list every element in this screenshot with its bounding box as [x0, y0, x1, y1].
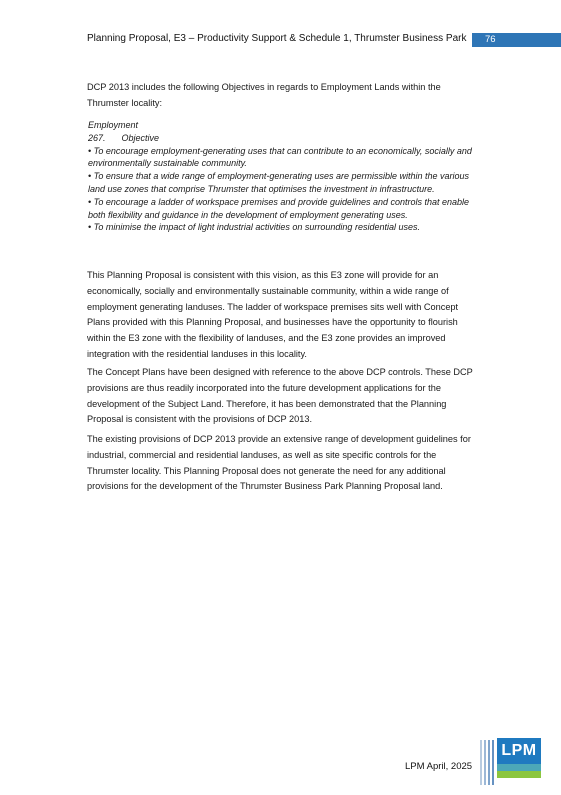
dcp-objectives-quote	[88, 119, 480, 234]
body-paragraph: The existing provisions of DCP 2013 provide an extensive range of development guidelines for industrial, commercial and residential landuses, as well as site specific controls for the Thrumster locality. This Planning Proposal does not generate the need for any additional provisions for the development of the Thrumster Business Park Planning Proposal land.	[87, 434, 471, 492]
page-number: 76	[485, 34, 496, 45]
logo-text: LPM	[497, 738, 541, 764]
body-paragraph: The Concept Plans have been designed with reference to the above DCP controls. These DCP provisions are thus readily incorporated into the future development applications for the development of the Subject Land. Therefore, it has been demonstrated that the Planning Proposal is consistent with the provisions of DCP 2013.	[87, 367, 473, 425]
body-paragraph: This Planning Proposal is consistent with this vision, as this E3 zone will provide for an economically, socially and environmentally sustainable community, within a wide range of employment generating landuses. The ladder of workspace premises sits well with Concept Plans provided with this Planning Proposal, and businesses have the opportunity to flourish within the E3 zone with the flexibility of landuses, and the E3 zone provides an improved integration with the residential landuses in this locality.	[87, 270, 459, 359]
objective-line	[88, 132, 480, 145]
lpm-logo	[497, 738, 541, 778]
objective-bullet: • To encourage employment-generating uses that can contribute to an economically, socially and environmentally sustainable community.	[88, 145, 472, 169]
objective-bullet: • To ensure that a wide range of employment-generating uses are permissible within the various land use zones that comprise Thrumster that optimises the investment in infrastructure.	[88, 171, 470, 194]
logo-teal-strip	[497, 764, 541, 771]
page-number-badge	[472, 33, 561, 47]
quote-heading: Employment	[88, 120, 139, 130]
objective-bullet: • To minimise the impact of light industrial activities on surrounding residential uses.	[88, 222, 420, 233]
objective-number: 267.	[88, 132, 106, 143]
logo-green-strip	[497, 771, 541, 778]
intro-paragraph: DCP 2013 includes the following Objectives in regards to Employment Lands within the Thrumster locality:	[87, 82, 441, 108]
objective-bullet: • To encourage a ladder of workspace premises and provide guidelines and controls that enable both flexibility and guidance in the development of employment generating uses.	[88, 196, 470, 220]
page-header-title: Planning Proposal, E3 – Productivity Support & Schedule 1, Thrumster Business Park	[87, 33, 467, 44]
footer-date: LPM April, 2025	[405, 761, 473, 772]
objective-label: Objective	[121, 132, 160, 143]
